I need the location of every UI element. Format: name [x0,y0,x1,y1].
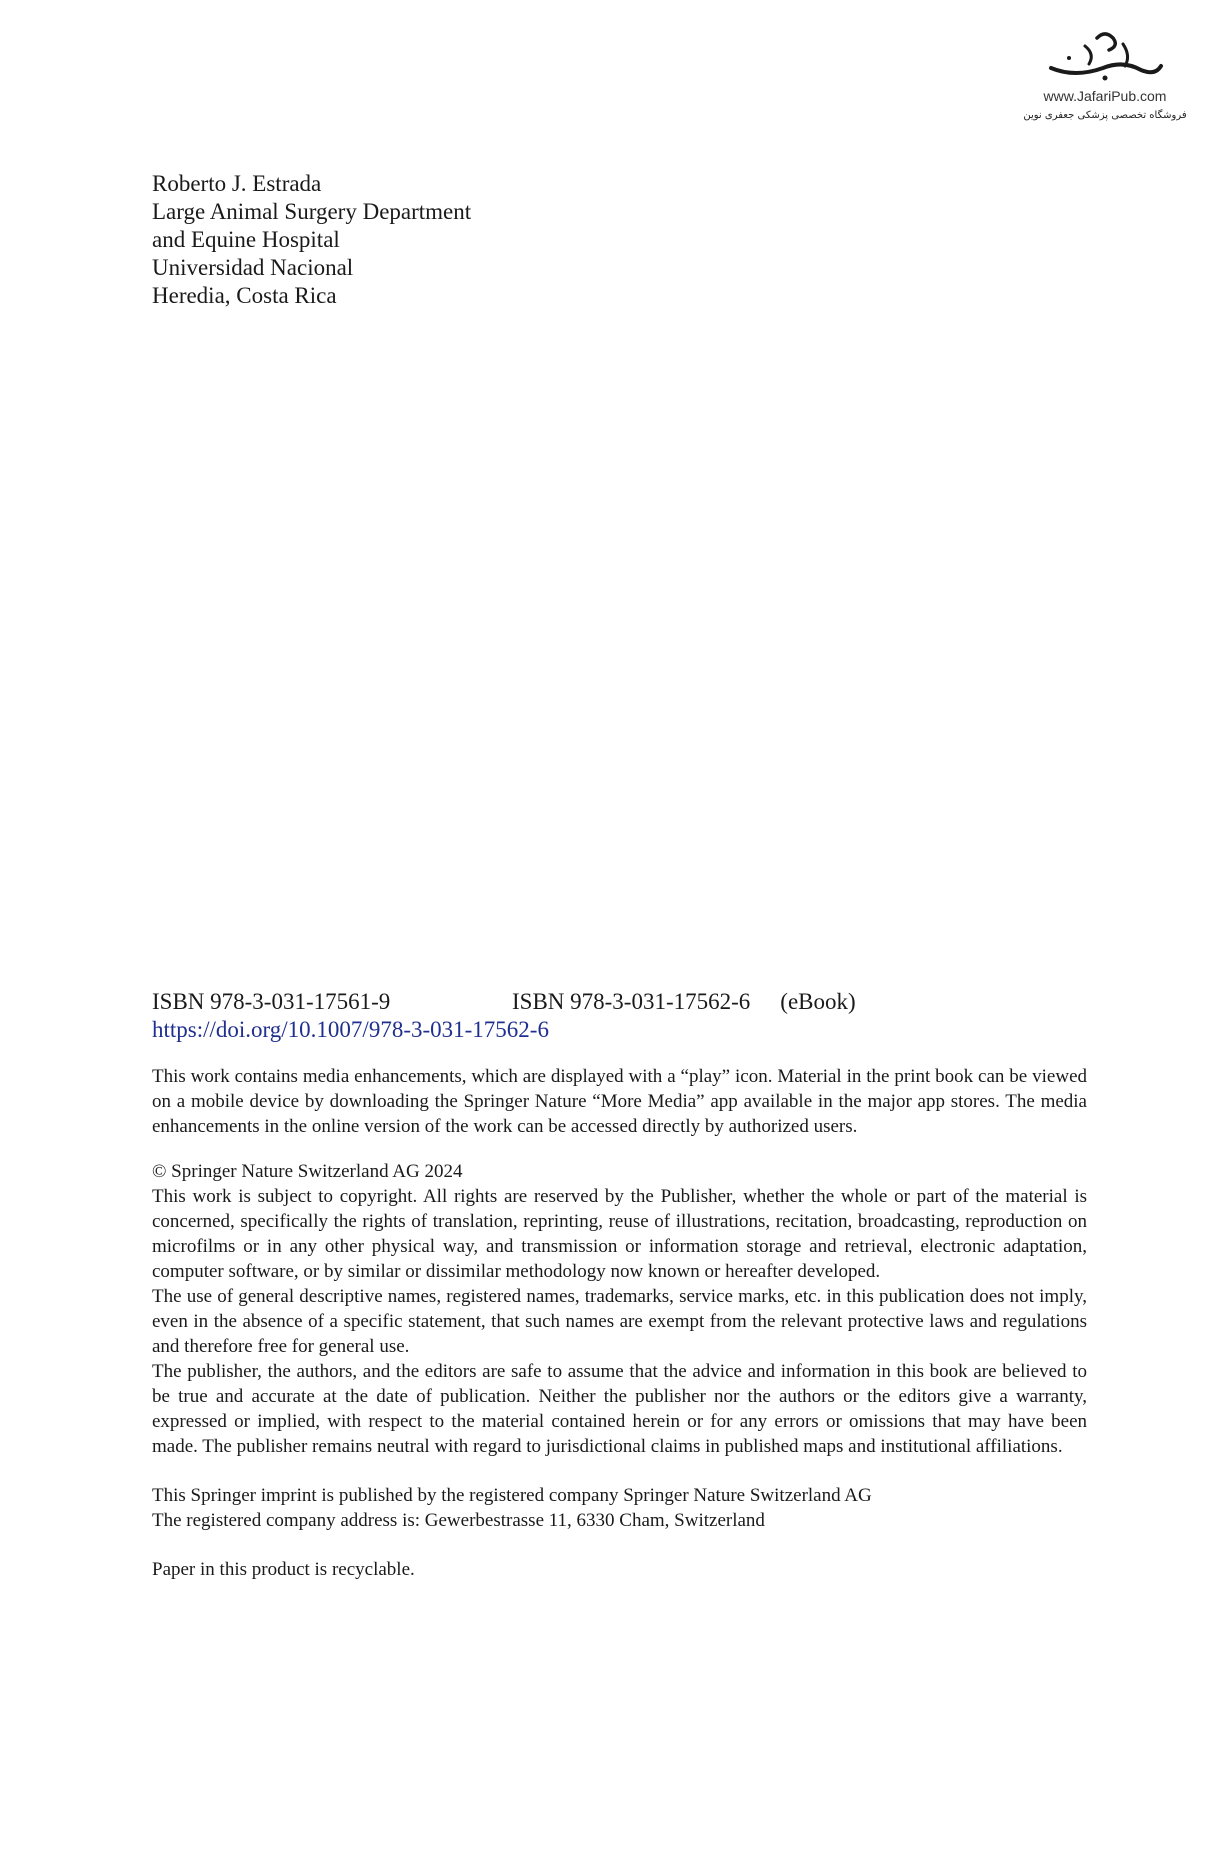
bibliographic-info [152,988,1087,1582]
calligraphy-logo-icon [1045,28,1165,86]
publisher-tagline: فروشگاه تخصصی پزشکی جعفری نوین [1023,110,1187,121]
media-notice: This work contains media enhancements, which are displayed with a “play” icon. Material in the print book can be viewed on a mobile device by downloading the Springer Nature “More Media” app available in the major app stores. The media enhancements in the online version of the work can be accessed directly by authorized users. [152,1066,1087,1137]
isbn-ebook-label: (eBook) [780,989,856,1014]
publisher-site: www.JafariPub.com [1043,88,1167,104]
address-line: Roberto J. Estrada [152,171,322,196]
imprint-line: This Springer imprint is published by the registered company Springer Nature Switzerland AG [152,1485,872,1506]
recycle-note: Paper in this product is recyclable. [152,1559,415,1580]
copyright-line: © Springer Nature Switzerland AG 2024 [152,1161,463,1182]
copyright-paragraph: This work is subject to copyright. All rights are reserved by the Publisher, whether the whole or part of the material is concerned, specifically the rights of translation, reprinting, reuse of illustrations, recitation, broadcasting, reproduction on microfilms or in any other physical way, and transmission or information storage and retrieval, electronic adaptation, computer software, or by similar or dissimilar methodology now known or hereafter developed. [152,1186,1087,1282]
address-line: Large Animal Surgery Department [152,199,472,224]
publisher-logo [1000,28,1210,140]
isbn-line [152,988,1087,1016]
copyright-paragraph: The publisher, the authors, and the editors are safe to assume that the advice and information in this book are believed to be true and accurate at the date of publication. Neither the publisher nor the authors or the editors give a warranty, expressed or implied, with respect to the material contained herein or for any errors or omissions that may have been made. The publisher remains neutral with regard to jurisdictional claims in published maps and institutional affiliations. [152,1361,1087,1457]
copyright-paragraph: The use of general descriptive names, registered names, trademarks, service marks, etc. in this publication does not imply, even in the absence of a specific statement, that such names are exempt from the relevant protective laws and regulations and therefore free for general use. [152,1286,1087,1357]
address-line: Universidad Nacional [152,255,354,280]
author-address [152,170,471,310]
address-line: Heredia, Costa Rica [152,283,337,308]
isbn-ebook: ISBN 978-3-031-17562-6 [512,989,751,1014]
doi-link[interactable]: https://doi.org/10.1007/978-3-031-17562-6 [152,1017,549,1042]
imprint-address: The registered company address is: Gewerbestrasse 11, 6330 Cham, Switzerland [152,1510,765,1531]
address-line: and Equine Hospital [152,227,340,252]
isbn-print: ISBN 978-3-031-17561-9 [152,989,391,1014]
